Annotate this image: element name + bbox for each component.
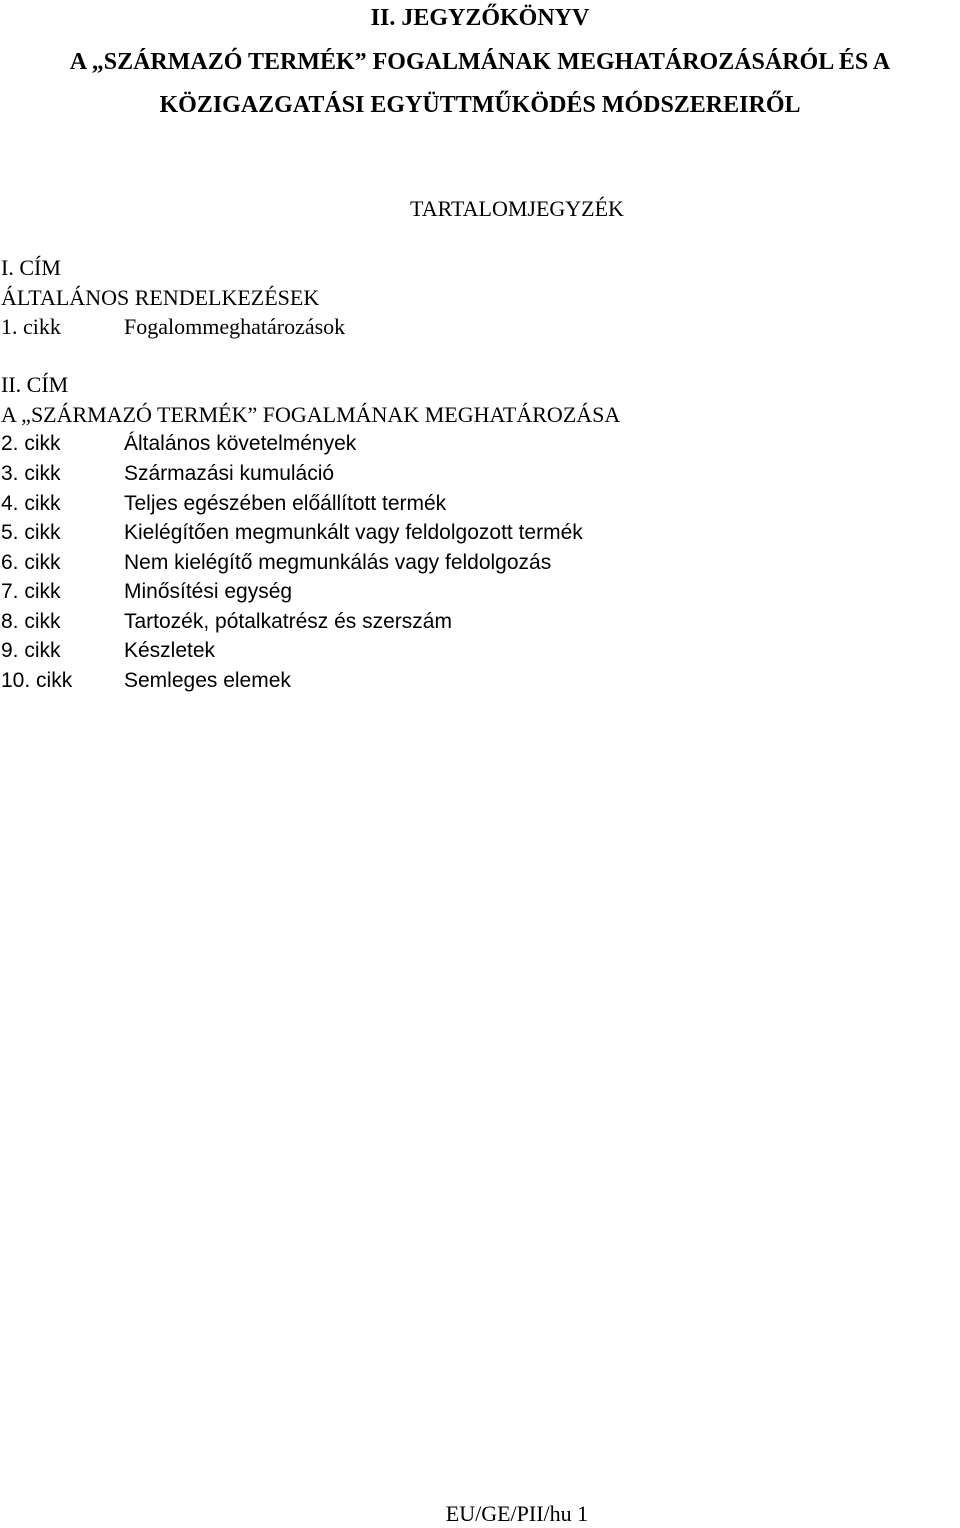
article-number: 8. cikk [1,610,61,633]
article-name: Származási kumuláció [124,462,335,485]
article-name: Semleges elemek [124,669,291,692]
section-2-label: II. CÍM [1,372,69,397]
article-name: Tartozék, pótalkatrész és szerszám [124,610,452,633]
article-name: Általános követelmények [124,432,357,455]
article-name: Nem kielégítő megmunkálás vagy feldolgozás [124,551,552,574]
article-number: 3. cikk [1,462,61,485]
article-name: Fogalommeghatározások [124,314,346,339]
article-name: Minősítési egység [124,580,293,603]
article-number: 7. cikk [1,580,61,603]
article-name: Kielégítően megmunkált vagy feldolgozott termék [124,521,583,544]
section-2-title: A „SZÁRMAZÓ TERMÉK” FOGALMÁNAK MEGHATÁROZÁSA [1,402,621,427]
article-number: 9. cikk [1,639,61,662]
article-number: 4. cikk [1,492,61,515]
article-number: 10. cikk [1,669,73,692]
article-number: 6. cikk [1,551,61,574]
page-footer-reference: EU/GE/PII/hu 1 [445,1501,589,1526]
section-1-label: I. CÍM [1,255,61,280]
protocol-subtitle-line-1: A „SZÁRMAZÓ TERMÉK” FOGALMÁNAK MEGHATÁROZÁSÁRÓL ÉS A [69,49,891,75]
article-number: 2. cikk [1,432,61,455]
protocol-title: II. JEGYZŐKÖNYV [370,5,590,31]
article-number: 5. cikk [1,521,61,544]
protocol-subtitle-line-2: KÖZIGAZGATÁSI EGYÜTTMŰKÖDÉS MÓDSZEREIRŐL [159,92,801,118]
section-1-title: ÁLTALÁNOS RENDELKEZÉSEK [1,285,320,310]
article-number: 1. cikk [1,314,61,339]
article-name: Teljes egészében előállított termék [124,492,447,515]
article-name: Készletek [124,639,216,662]
table-of-contents-heading: TARTALOMJEGYZÉK [410,196,624,221]
